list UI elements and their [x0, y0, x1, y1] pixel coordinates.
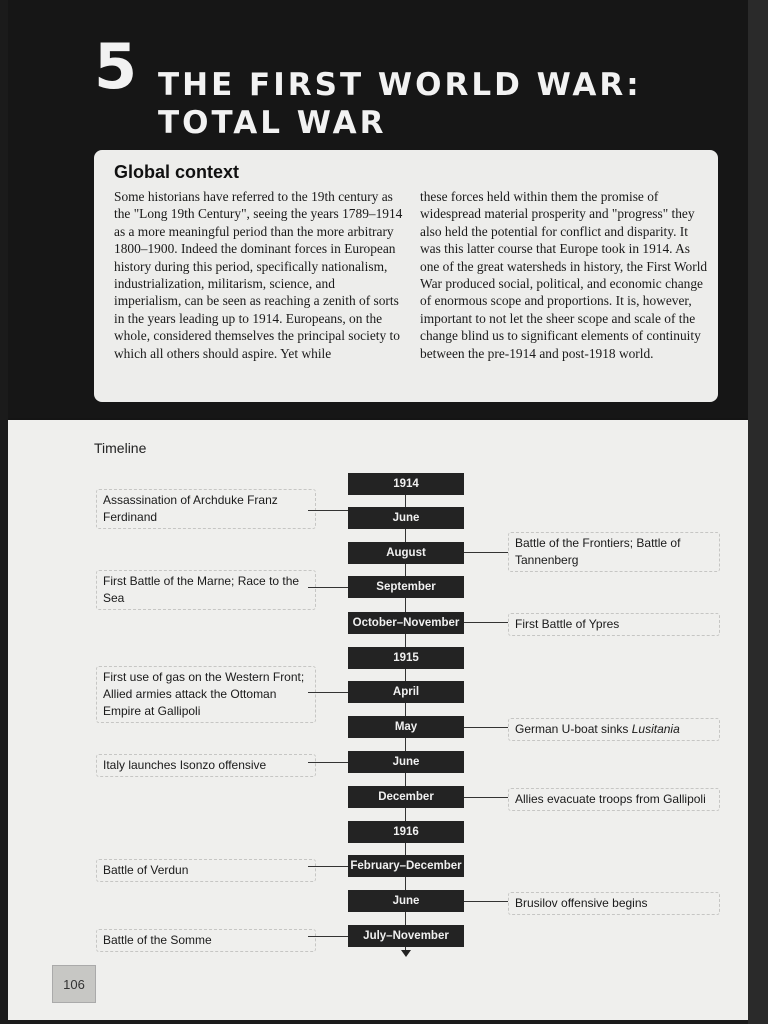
chapter-title-line1: THE FIRST WORLD WAR:	[158, 67, 642, 103]
timeline-section	[8, 420, 750, 1020]
global-context-box	[94, 150, 718, 402]
timeline-connector	[464, 552, 508, 553]
timeline-connector	[464, 797, 508, 798]
timeline-arrow-icon	[401, 950, 411, 957]
global-context-left-column: Some historians have referred to the 19th century as the "Long 19th Century", seeing the years 1789–1914 as a more meaningful period than the more arbitrary 1800–1900. Indeed the dominant forces in European history during this period, specifically nationalism, industrialization, militarism, science, and imperialism, can be seen as reaching a zenith of sorts in the years leading up to 1914. Europeans, on the whole, considered themselves the principal society to which all others should aspire. Yet while	[114, 189, 403, 361]
timeline-date: February–December	[348, 855, 464, 877]
timeline-connector	[308, 510, 348, 511]
timeline-date: June	[348, 751, 464, 773]
timeline-event-right: Brusilov offensive begins	[508, 892, 720, 915]
timeline-date-1914: 1914	[348, 473, 464, 495]
timeline-event-left: First use of gas on the Western Front; Allied armies attack the Ottoman Empire at Gallipoli	[96, 666, 316, 723]
timeline-date: September	[348, 576, 464, 598]
timeline-event-left: Italy launches Isonzo offensive	[96, 754, 316, 777]
timeline-date: June	[348, 507, 464, 529]
timeline-heading: Timeline	[94, 440, 147, 456]
timeline-connector	[308, 936, 348, 937]
book-page	[8, 0, 750, 1020]
timeline-connector	[308, 866, 348, 867]
timeline-event-right	[508, 718, 720, 741]
timeline-event-right: Allies evacuate troops from Gallipoli	[508, 788, 720, 811]
timeline-connector	[308, 587, 348, 588]
chapter-header	[8, 0, 750, 418]
timeline-date: June	[348, 890, 464, 912]
timeline-date: May	[348, 716, 464, 738]
lusitania-event-text: German U-boat sinks	[515, 722, 632, 736]
timeline-date: December	[348, 786, 464, 808]
timeline-date: April	[348, 681, 464, 703]
page-number: 106	[52, 965, 96, 1003]
timeline-event-left: Battle of Verdun	[96, 859, 316, 882]
timeline-connector	[464, 727, 508, 728]
timeline-event-right: First Battle of Ypres	[508, 613, 720, 636]
timeline-date: August	[348, 542, 464, 564]
lusitania-ship-name: Lusitania	[631, 722, 680, 736]
timeline-connector	[308, 692, 348, 693]
global-context-heading: Global context	[114, 162, 240, 182]
timeline-date-1915: 1915	[348, 647, 464, 669]
chapter-title-line2: TOTAL WAR	[158, 105, 387, 141]
timeline-event-left: First Battle of the Marne; Race to the Sea	[96, 570, 316, 610]
page-edge-shadow	[748, 0, 768, 1024]
timeline-date: July–November	[348, 925, 464, 947]
timeline-connector	[308, 762, 348, 763]
timeline-event-left: Battle of the Somme	[96, 929, 316, 952]
chapter-number: 5	[94, 30, 138, 103]
timeline-event-left: Assassination of Archduke Franz Ferdinand	[96, 489, 316, 529]
timeline-date-1916: 1916	[348, 821, 464, 843]
chapter-title	[158, 66, 642, 142]
timeline-connector	[464, 901, 508, 902]
timeline-connector	[464, 622, 508, 623]
timeline-date: October–November	[348, 612, 464, 634]
timeline-event-right: Battle of the Frontiers; Battle of Tannenberg	[508, 532, 720, 572]
global-context-right-column: these forces held within them the promise of widespread material prosperity and "progress" they also held the potential for conflict and disparity. It was this latter course that Europe took in 1914. As one of the great watersheds in history, the First World War produced social, political, and economic change of enormous scope and proportions. It is, however, important to not let the sheer scope and scale of the change blind us to significant elements of continuity between the pre-1914 and post-1918 world.	[420, 189, 708, 361]
